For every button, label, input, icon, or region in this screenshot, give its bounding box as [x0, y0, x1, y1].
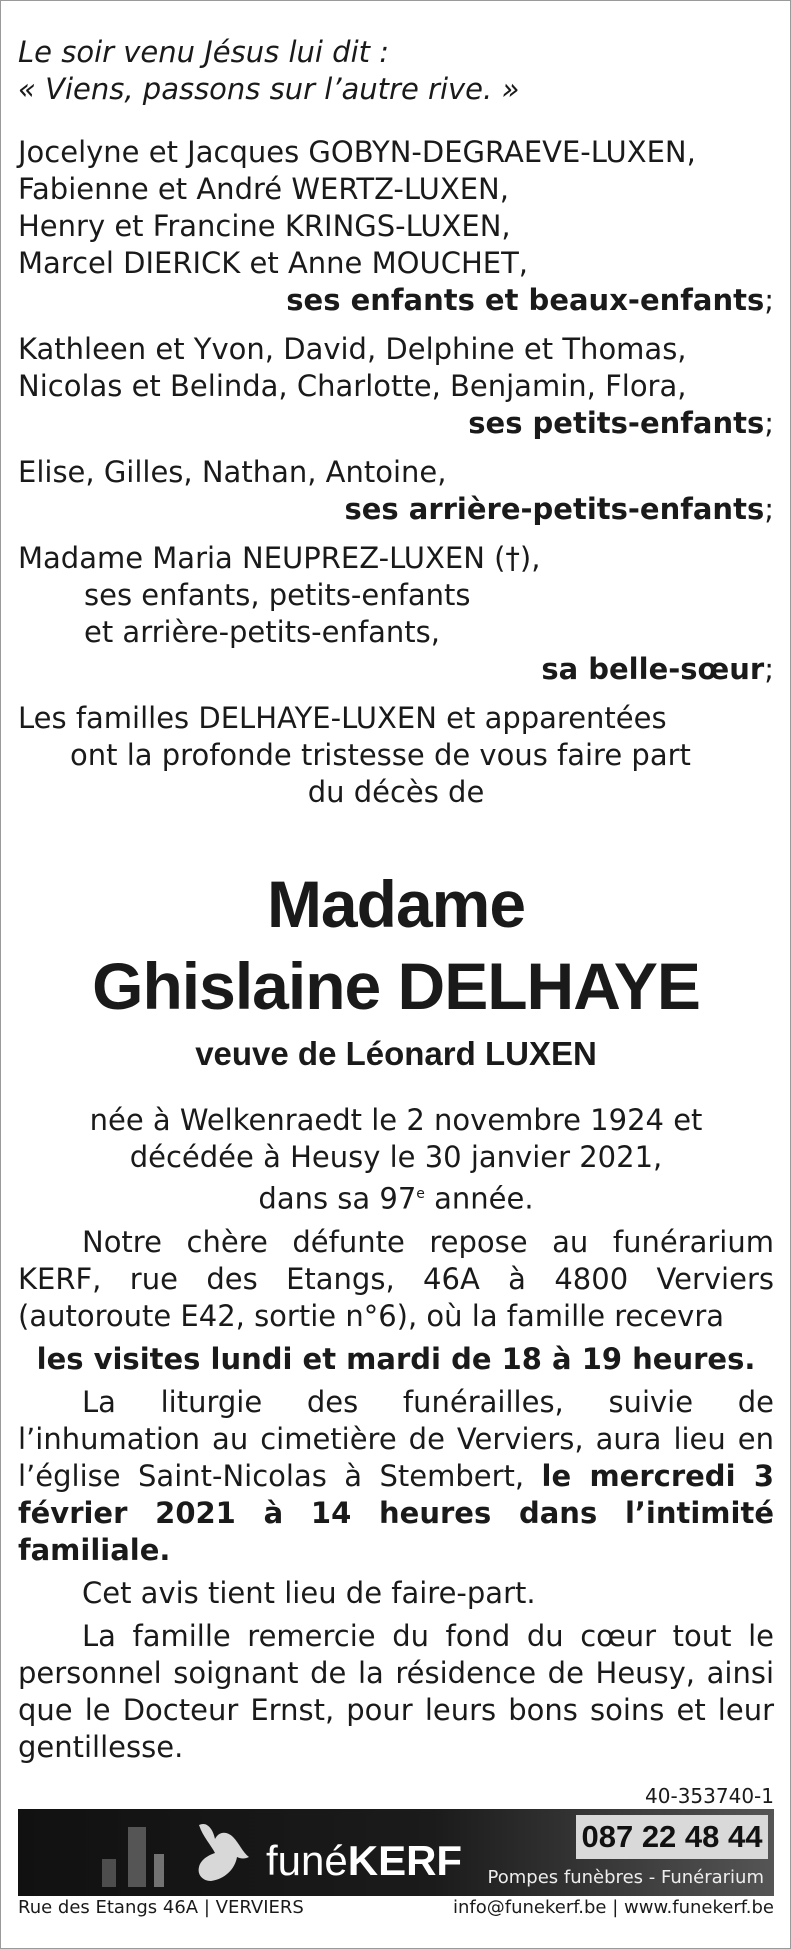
separator: | [203, 1897, 210, 1918]
children-relation [18, 282, 774, 319]
sister-in-law-family: ses enfants, petits-enfants [84, 578, 471, 612]
relation-punct: ; [764, 406, 774, 440]
sister-in-law-block [18, 540, 774, 688]
age-text: dans sa 97 [258, 1181, 417, 1216]
children-block [18, 134, 774, 319]
relation-label: sa belle-sœur [541, 652, 765, 686]
families-line: Les familles DELHAYE-LUXEN et apparentées [18, 701, 667, 735]
grandchildren-relation [18, 405, 774, 442]
relation-punct: ; [764, 492, 774, 526]
relation-punct: ; [764, 283, 774, 317]
great-grandchildren-relation [18, 491, 774, 528]
deceased-name: Ghislaine DELHAYE [92, 949, 700, 1023]
address-group [18, 1893, 304, 1923]
relation-punct: ; [764, 652, 774, 686]
great-grandchildren-block [18, 454, 774, 528]
brand-light: funé [266, 1837, 348, 1884]
bible-verse [18, 34, 774, 108]
decorative-block [128, 1827, 146, 1887]
phone-number: 087 22 48 44 [576, 1815, 768, 1859]
liturgy-paragraph [18, 1384, 774, 1569]
obituary-body [18, 34, 774, 1815]
sister-in-law-relation [18, 651, 774, 688]
children-name: Marcel DIERICK et Anne MOUCHET, [18, 246, 529, 280]
thanks-paragraph: La famille remercie du fond du cœur tout le personnel soignant de la résidence de Heusy, ainsi que le Docteur Ernst, pour leurs bons soins et leur gentillesse. [18, 1618, 774, 1764]
email-link[interactable]: info@funekerf.be [452, 1897, 607, 1918]
families-announcement [18, 700, 774, 811]
liturgy-text: La liturgie des funérailles, suivie de l’inhumation au cimetière de Verviers, aura lieu en l’église Saint-Nicolas à Stembert, [18, 1384, 774, 1493]
website-link[interactable]: www.funekerf.be [624, 1897, 774, 1918]
notice-paragraph: Cet avis tient lieu de faire-part. [82, 1575, 536, 1610]
families-line: du décès de [307, 775, 485, 809]
grandchildren-block [18, 331, 774, 442]
relation-label: ses enfants et beaux-enfants [286, 283, 765, 317]
dates-block [18, 1102, 774, 1218]
contact-bar [18, 1893, 774, 1923]
children-name: Fabienne et André WERTZ-LUXEN, [18, 172, 509, 206]
birth-line: née à Welkenraedt le 2 novembre 1924 et [89, 1103, 703, 1137]
deceased-title: Madame [266, 867, 526, 941]
decorative-block [154, 1854, 164, 1887]
age-text-end: année. [424, 1181, 534, 1216]
children-name: Henry et Francine KRINGS-LUXEN, [18, 209, 511, 243]
grandchildren-name: Nicolas et Belinda, Charlotte, Benjamin, Flora, [18, 369, 687, 403]
reference-number: 40-353740-1 [645, 1783, 774, 1808]
families-line: ont la profonde tristesse de vous faire part [70, 738, 691, 772]
relation-label: ses arrière-petits-enfants [344, 492, 765, 526]
verse-line-1: Le soir venu Jésus lui dit : [18, 35, 389, 69]
widow-of: veuve de Léonard LUXEN [195, 1035, 597, 1072]
sister-in-law-name: Madame Maria NEUPREZ-LUXEN (†), [18, 541, 541, 575]
deceased-name-block [18, 863, 774, 1027]
city: VERVIERS [215, 1897, 304, 1918]
brand-heavy: KERF [347, 1837, 463, 1884]
sister-in-law-family: et arrière-petits-enfants, [84, 615, 440, 649]
grandchildren-name: Kathleen et Yvon, David, Delphine et Thomas, [18, 332, 687, 366]
brand-logo [266, 1837, 462, 1885]
age-line [18, 1176, 774, 1218]
great-grandchildren-name: Elise, Gilles, Nathan, Antoine, [18, 455, 447, 489]
online-group [453, 1893, 774, 1923]
liturgy-date: le mercredi 3 février 2021 à 14 heures dans l’intimité familiale. [18, 1458, 774, 1567]
dove-logo-icon [193, 1819, 255, 1885]
separator: | [612, 1897, 619, 1918]
age-superscript: e [416, 1186, 425, 1202]
death-line: décédée à Heusy le 30 janvier 2021, [129, 1140, 663, 1174]
visits-line: les visites lundi et mardi de 18 à 19 heures. [36, 1341, 756, 1376]
relation-label: ses petits-enfants [468, 406, 765, 440]
children-name: Jocelyne et Jacques GOBYN-DEGRAEVE-LUXEN, [18, 135, 696, 169]
tagline: Pompes funèbres - Funérarium [487, 1867, 764, 1888]
funeral-home-banner [18, 1809, 774, 1896]
repose-paragraph: Notre chère défunte repose au funérarium KERF, rue des Etangs, 46A à 4800 Verviers (autoroute E42, sortie n°6), où la famille recevra [18, 1224, 774, 1333]
street-address: Rue des Etangs 46A [18, 1897, 199, 1918]
decorative-block [102, 1859, 116, 1887]
verse-line-2: « Viens, passons sur l’autre rive. » [18, 72, 520, 106]
